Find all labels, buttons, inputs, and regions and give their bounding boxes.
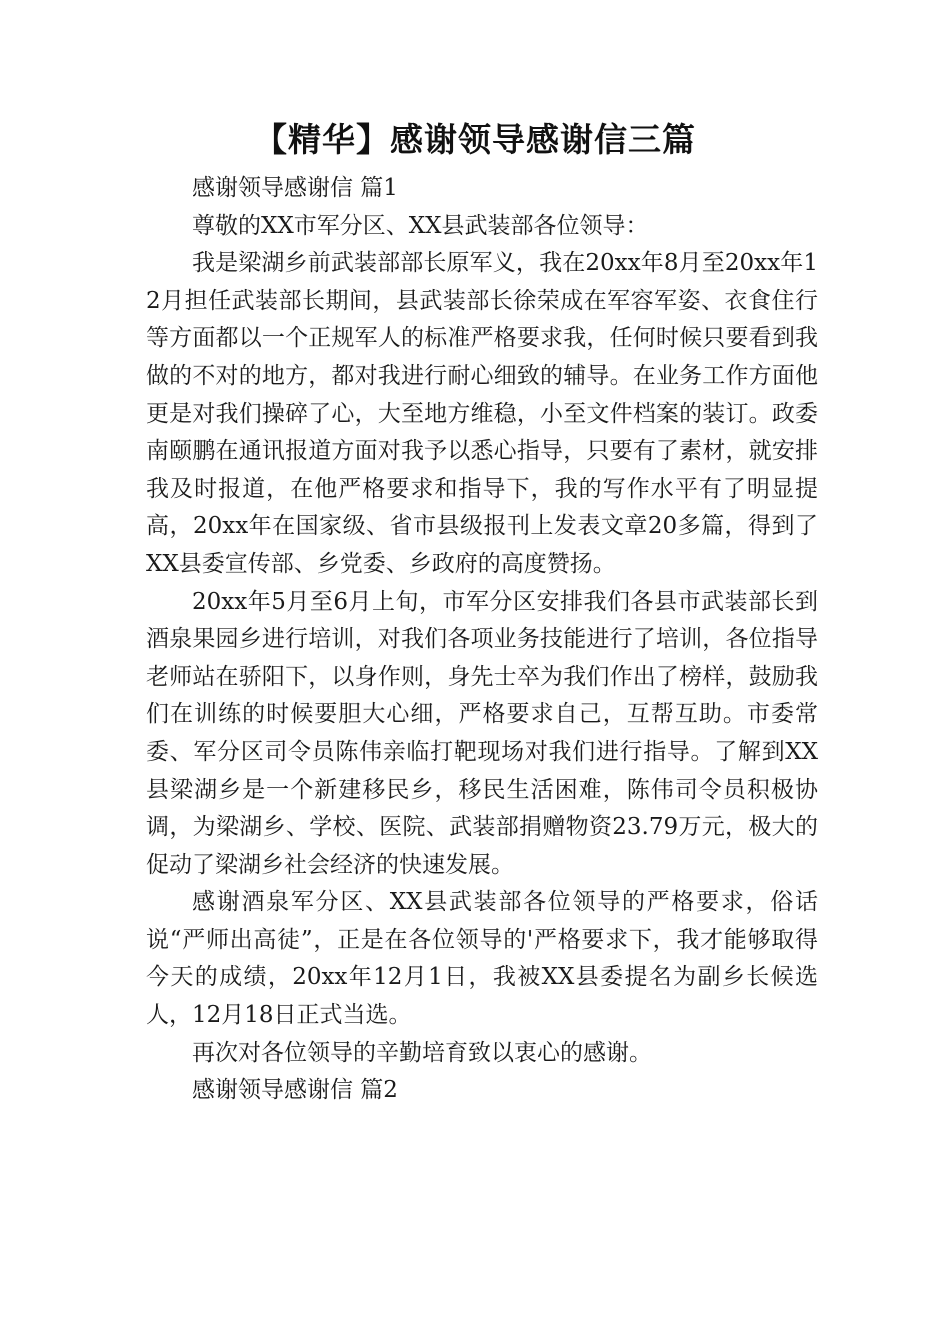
document-title: 【精华】感谢领导感谢信三篇 <box>254 120 696 159</box>
paragraph: 感谢酒泉军分区、XX县武装部各位领导的严格要求，俗话说“严师出高徒”，正是在各位领导的'严格要求下，我才能够取得今天的成绩，20xx年12月1日，我被XX县委提名为副乡长候选人，12月18日正式当选。 <box>146 889 818 1029</box>
salutation: 尊敬的XX市军分区、XX县武装部各位领导： <box>192 212 649 239</box>
paragraph: 20xx年5月至6月上旬，市军分区安排我们各县市武装部长到酒泉果园乡进行培训，对我们各项业务技能进行了培训，各位指导老师站在骄阳下，以身作则，身先士卒为我们作出了榜样，鼓励我们在训练的时候要胆大心细，严格要求自己，互帮互助。市委常委、军分区司令员陈伟亲临打靶现场对我们进行指导。了解到XX县梁湖乡是一个新建移民乡，移民生活困难，陈伟司令员积极协调，为梁湖乡、学校、医院、武装部捐赠物资23.79万元，极大的促动了梁湖乡社会经济的快速发展。 <box>146 588 818 878</box>
section-heading: 感谢领导感谢信 篇1 <box>192 175 398 201</box>
document-body <box>146 170 818 1110</box>
paragraph: 我是梁湖乡前武装部部长原军义，我在20xx年8月至20xx年12月担任武装部长期间，县武装部长徐荣成在军容军姿、衣食住行等方面都以一个正规军人的标准严格要求我，任何时候只要看到我做的不对的地方，都对我进行耐心细致的辅导。在业务工作方面他更是对我们操碎了心，大至地方维稳，小至文件档案的装订。政委南颐鹏在通讯报道方面对我予以悉心指导，只要有了素材，就安排我及时报道，在他严格要求和指导下，我的写作水平有了明显提高，20xx年在国家级、省市县级报刊上发表文章20多篇，得到了XX县委宣传部、乡党委、乡政府的高度赞扬。 <box>146 250 818 577</box>
section-heading: 感谢领导感谢信 篇2 <box>192 1077 398 1104</box>
paragraph: 再次对各位领导的辛勤培育致以衷心的感谢。 <box>192 1039 652 1066</box>
